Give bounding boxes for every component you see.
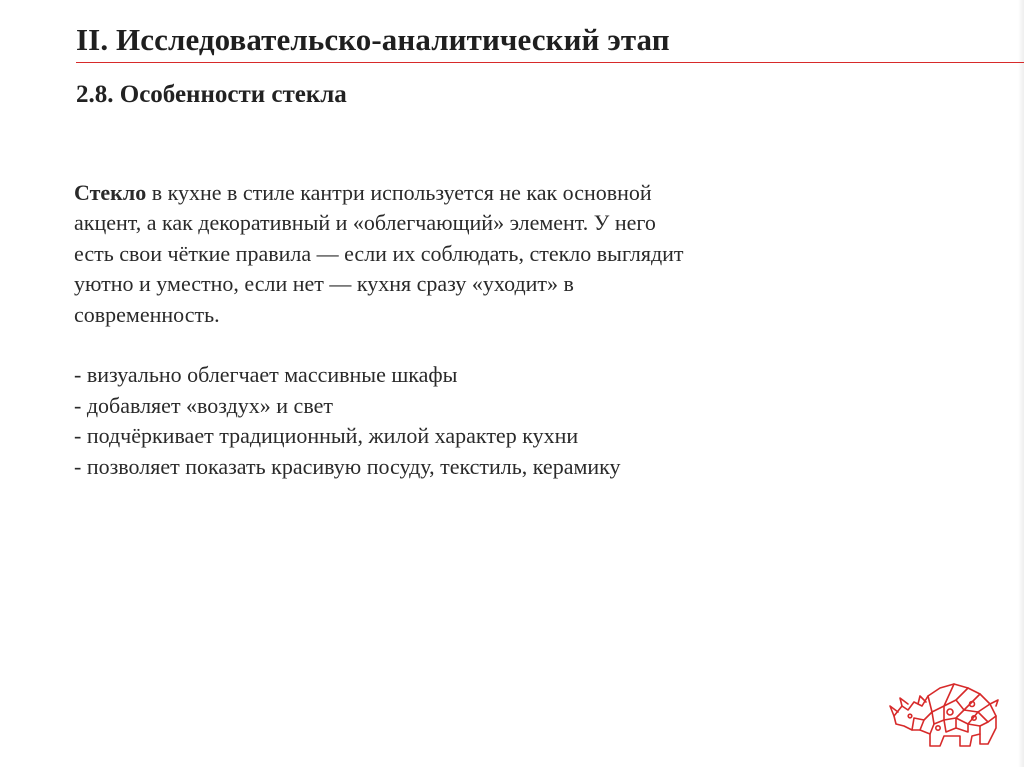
slide-subtitle: 2.8. Особенности стекла bbox=[76, 81, 347, 108]
paragraph-line-1 bbox=[74, 178, 814, 208]
bullet-item: - визуально облегчает массивные шкафы bbox=[74, 362, 458, 388]
rhino-icon bbox=[888, 676, 1002, 750]
slide-edge-shadow bbox=[1018, 0, 1024, 767]
paragraph-line-5: современность. bbox=[74, 301, 220, 327]
paragraph-line-4: уютно и уместно, если нет — кухня сразу «уходит» в bbox=[74, 271, 574, 297]
lead-word: Стекло bbox=[74, 180, 147, 205]
bullet-item: - добавляет «воздух» и свет bbox=[74, 392, 333, 418]
paragraph-spacer bbox=[74, 330, 814, 360]
paragraph-line-2: акцент, а как декоративный и «облегчающий» элемент. У него bbox=[74, 210, 656, 236]
bullet-item: - подчёркивает традиционный, жилой характер кухни bbox=[74, 423, 579, 449]
title-divider bbox=[76, 62, 1024, 63]
paragraph-line-1-rest: в кухне в стиле кантри используется не как основной bbox=[146, 180, 652, 205]
slide-title: II. Исследовательско-аналитический этап bbox=[76, 22, 670, 57]
body-text bbox=[74, 178, 814, 482]
bullet-item: - позволяет показать красивую посуду, текстиль, керамику bbox=[74, 453, 621, 479]
paragraph-line-3: есть свои чёткие правила — если их соблюдать, стекло выглядит bbox=[74, 240, 684, 266]
